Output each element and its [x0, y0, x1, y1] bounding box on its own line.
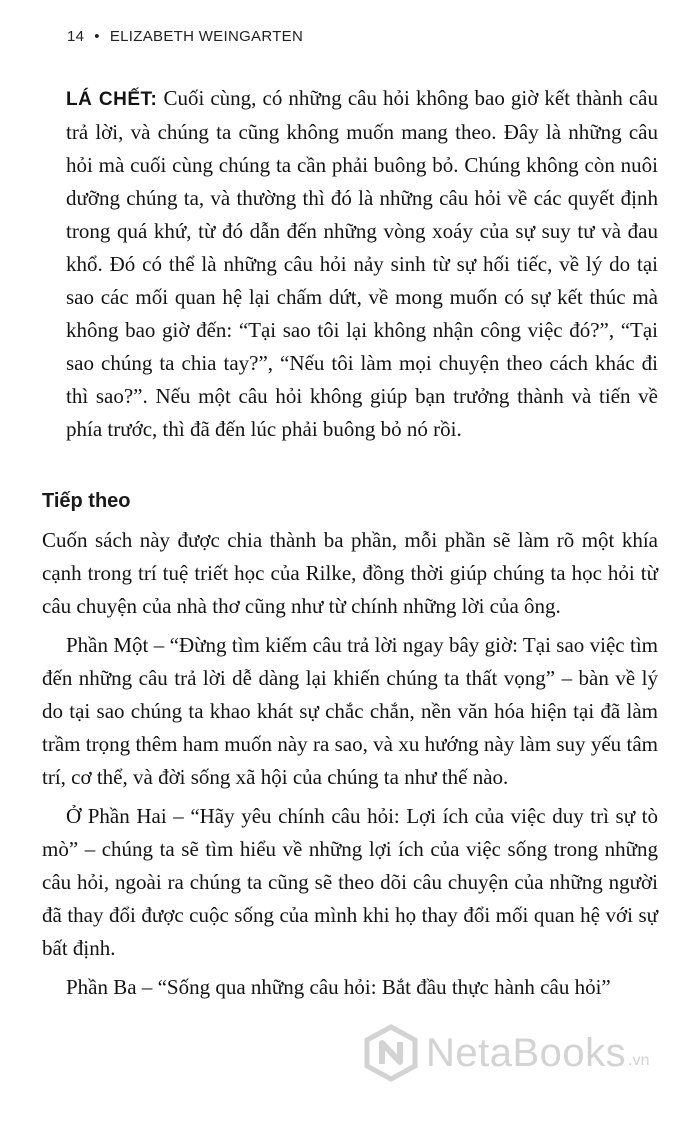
intro-paragraph: Cuốn sách này được chia thành ba phần, mỗi phần sẽ làm rõ một khía cạnh trong trí tuệ triết học của Rilke, đồng thời giúp chúng ta học hỏi từ câu chuyện của nhà thơ cũng như từ chính những lời của ông. [42, 528, 658, 618]
header-bullet: • [94, 28, 100, 45]
running-header [67, 28, 303, 45]
page-body [42, 82, 658, 1004]
watermark-brand: NetaBooks [426, 1030, 627, 1075]
section-heading: Tiếp theo [42, 490, 131, 512]
dead-leaves-paragraph [42, 82, 658, 446]
part-three-paragraph: Phần Ba – “Sống qua những câu hỏi: Bắt đầu thực hành câu hỏi” [66, 975, 611, 999]
dead-leaves-label: LÁ CHẾT: [66, 89, 158, 110]
dead-leaves-text: Cuối cùng, có những câu hỏi không bao giờ kết thành câu trả lời, và chúng ta cũng không muốn mang theo. Đây là những câu hỏi mà cuối cùng chúng ta cần phải buông bỏ. Chúng không còn nuôi dưỡng chúng ta, và thường thì đó là những câu hỏi về các quyết định trong quá khứ, từ đó dẫn đến những vòng xoáy của sự suy tư và đau khổ. Đó có thể là những câu hỏi nảy sinh từ sự hối tiếc, về lý do tại sao các mối quan hệ lại chấm dứt, về mong muốn có sự kết thúc mà không bao giờ đến: “Tại sao tôi lại không nhận công việc đó?”, “Tại sao chúng ta chia tay?”, “Nếu tôi làm mọi chuyện theo cách khác đi thì sao?”. Nếu một câu hỏi không giúp bạn trưởng thành và tiến về phía trước, thì đã đến lúc phải buông bỏ nó rồi. [66, 86, 658, 441]
part-one-paragraph: Phần Một – “Đừng tìm kiếm câu trả lời ngay bây giờ: Tại sao việc tìm đến những câu trả lời dễ dàng lại khiến chúng ta thất vọng” – bàn về lý do tại sao chúng ta khao khát sự chắc chắn, nền văn hóa hiện tại đã làm trầm trọng thêm ham muốn này ra sao, và xu hướng này làm suy yếu tâm trí, cơ thể, và đời sống xã hội của chúng ta như thế nào. [42, 633, 658, 789]
netabooks-logo-icon [362, 1024, 420, 1082]
netabooks-watermark [362, 1024, 650, 1082]
part-two-paragraph: Ở Phần Hai – “Hãy yêu chính câu hỏi: Lợi ích của việc duy trì sự tò mò” – chúng ta sẽ tìm hiểu về những lợi ích của việc sống trong những câu hỏi, ngoài ra chúng ta cũng sẽ theo dõi câu chuyện của những người đã thay đổi được cuộc sống của mình khi họ thay đổi mối quan hệ với sự bất định. [42, 804, 658, 960]
page-number: 14 [67, 28, 85, 45]
watermark-suffix: .vn [628, 1052, 650, 1069]
author-name: ELIZABETH WEINGARTEN [109, 28, 304, 45]
